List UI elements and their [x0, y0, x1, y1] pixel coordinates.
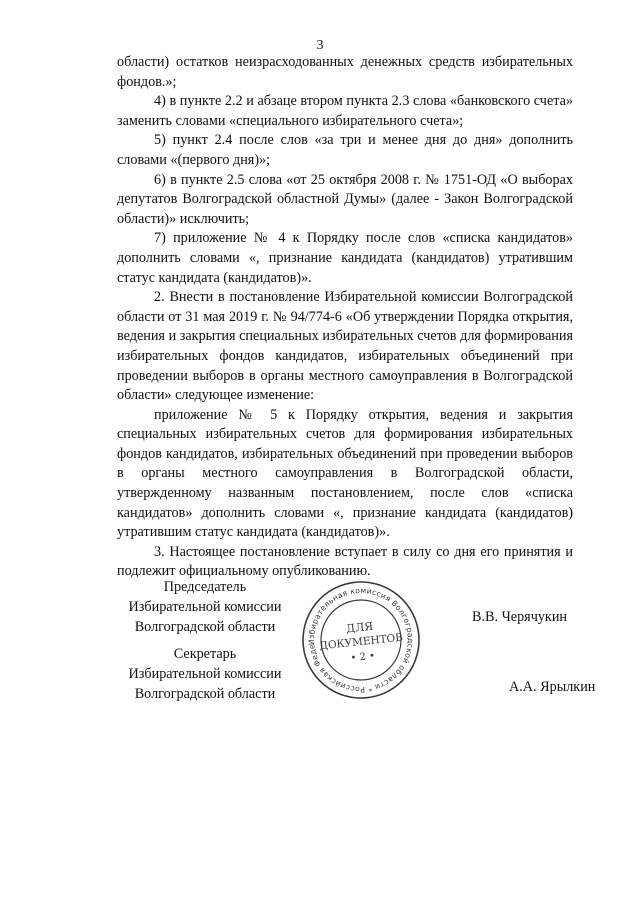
seal-center-line-2: ДОКУМЕНТОВ [318, 631, 404, 653]
document-body [117, 53, 573, 582]
seal-center-line-3: • 2 • [350, 650, 376, 665]
chair-title-line: Избирательной комиссии [128, 599, 282, 615]
paragraph-section-2: 2. Внести в постановление Избирательной комиссии Волгоградской области от 31 мая 2019 г. № 94/774-6 «Об утверждении Порядка открытия, ведения и закрытия специальных избирательных счетов для формирования избирательных фондов кандидатов, избирательных объединений при проведении выборов в органы местного самоуправления в Волгоградской области» следующее изменение: [117, 289, 573, 404]
paragraph-item-7: 7) приложение № 4 к Порядку после слов «списка кандидатов» дополнить словами «, признание кандидата (кандидатов) утратившим статус кандидата (кандидатов)». [117, 230, 573, 286]
paragraph-section-3: 3. Настоящее постановление вступает в силу со дня его принятия и подлежит официальному опубликованию. [117, 543, 573, 580]
paragraph-item-6: 6) в пункте 2.5 слова «от 25 октября 2008 г. № 1751-ОД «О выборах депутатов Волгоградской областной Думы» (далее - Закон Волгоградской области)» исключить; [117, 171, 573, 227]
secretary-signature-block [117, 644, 293, 704]
page-number: 3 [316, 38, 324, 53]
chair-signature-block [117, 577, 293, 637]
seal-ring-text: Избирательная комиссия Волгоградской области * Российская Федерация * [293, 578, 416, 695]
secretary-name: А.А. Ярылкин [509, 679, 596, 695]
paragraph-item-4: 4) в пункте 2.2 и абзаце втором пункта 2.3 слова «банковского счета» заменить словами «специального избирательного счета»; [117, 93, 573, 129]
paragraph-item-5: 5) пункт 2.4 после слов «за три и менее дня до дня» дополнить словами «(первого дня)»; [117, 132, 573, 168]
secretary-title-line: Секретарь [173, 646, 237, 662]
chair-title-line: Волгоградской области [134, 619, 276, 635]
secretary-title-line: Волгоградской области [134, 686, 276, 702]
paragraph-continuation: области) остатков неизрасходованных денежных средств избирательных фондов.»; [117, 54, 573, 90]
chair-name: В.В. Черячукин [472, 609, 568, 625]
chair-title-line: Председатель [163, 579, 247, 595]
seal-center-line-1: ДЛЯ [345, 619, 374, 636]
paragraph-appendix-5: приложение № 5 к Порядку открытия, ведения и закрытия специальных избирательных счетов для формирования избирательных фондов кандидатов, избирательных объединений при проведении выборов в органы местного самоуправления в Волгоградской области, утвержденному названным постановлением, после слов «списка кандидатов» дополнить словами «, признание кандидата (кандидатов) утратившим статус кандидата (кандидатов)». [117, 406, 573, 541]
secretary-title-line: Избирательной комиссии [128, 666, 282, 682]
seal-graphic [294, 573, 428, 707]
official-seal-stamp [294, 573, 428, 707]
